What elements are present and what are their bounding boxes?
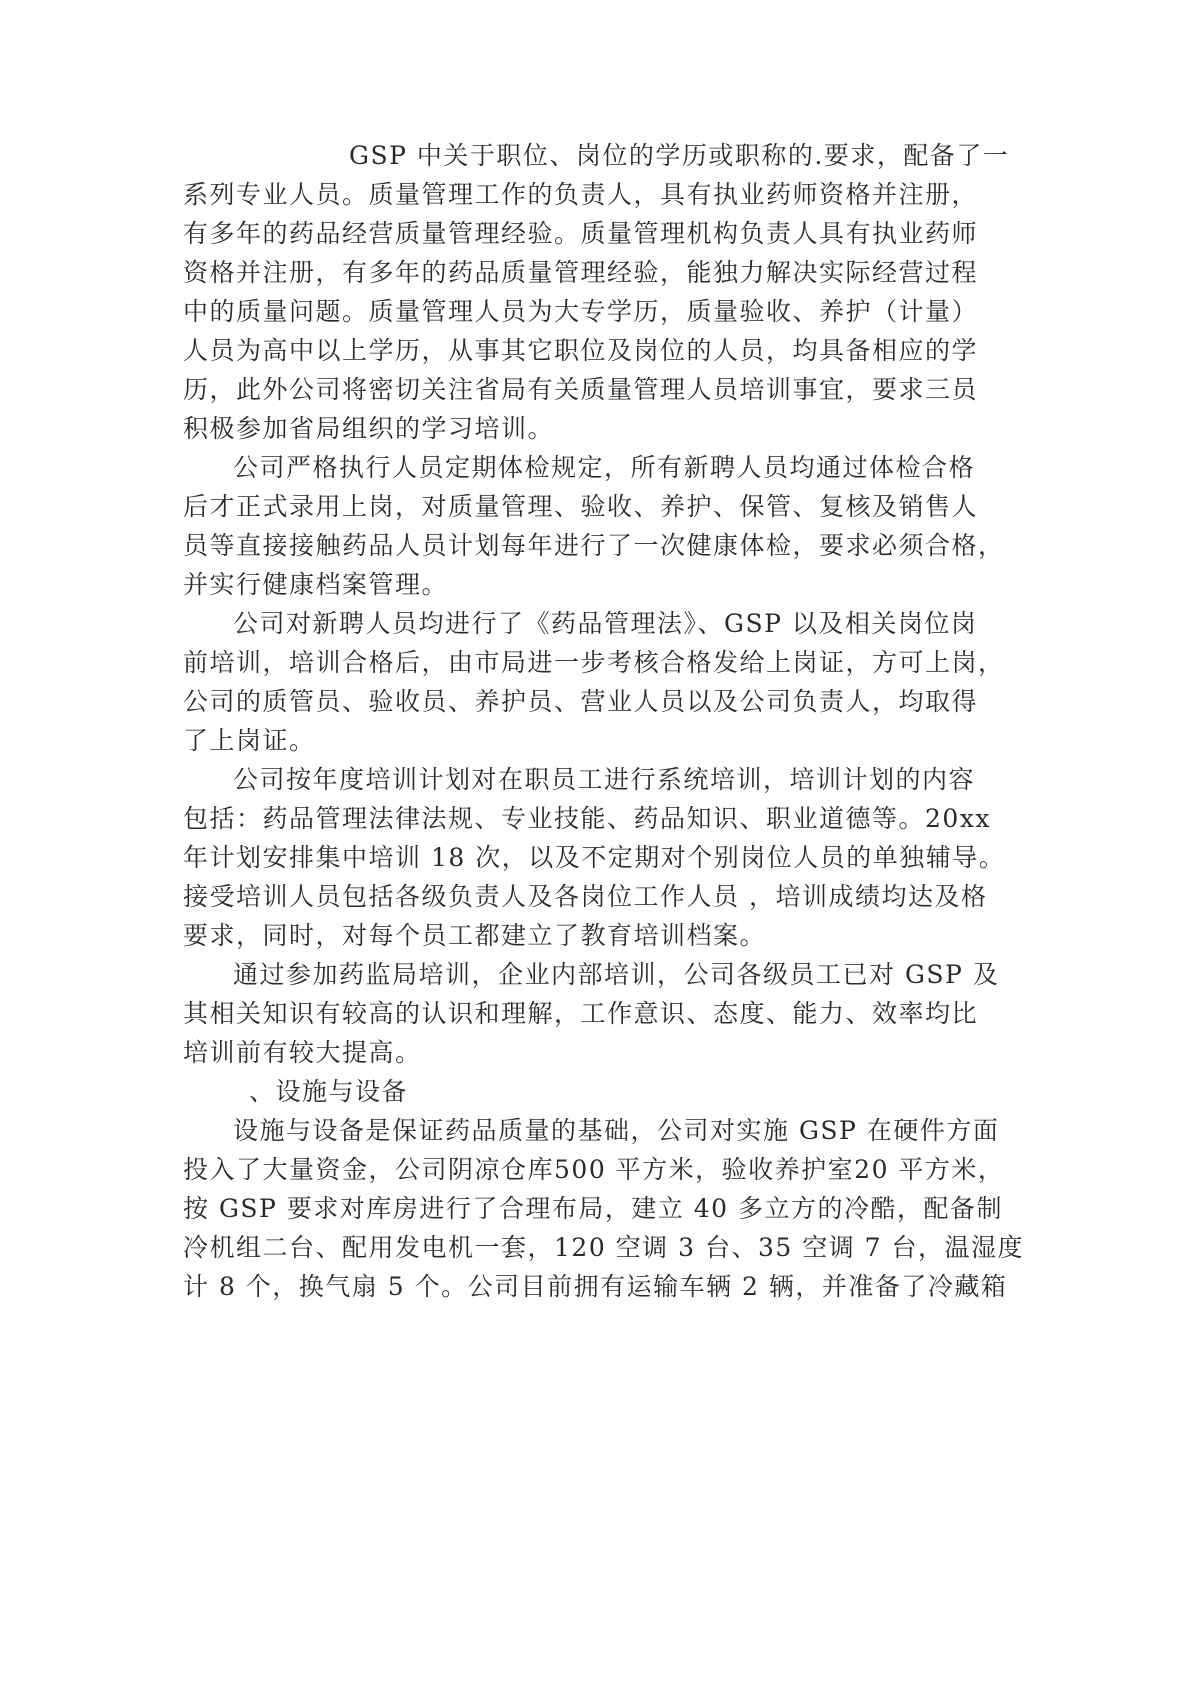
text-line: 要求，同时，对每个员工都建立了教育培训档案。: [183, 921, 767, 950]
text-line: 前培训，培训合格后，由市局进一步考核合格发给上岗证，方可上岗，: [183, 648, 1005, 677]
text-line: 设施与设备是保证药品质量的基础，公司对实施 GSP 在硬件方面: [233, 1116, 1000, 1145]
text-line: 投入了大量资金，公司阴凉仓库500 平方米，验收养护室20 平方米，: [183, 1155, 1005, 1184]
text-line: 年计划安排集中培训 18 次，以及不定期对个别岗位人员的单独辅导。: [183, 843, 1006, 872]
text-line: 员等直接接触药品人员计划每年进行了一次健康体检，要求必须合格，: [183, 531, 1005, 560]
text-line: 公司严格执行人员定期体检规定，所有新聘人员均通过体检合格: [233, 453, 976, 482]
text-line: 公司按年度培训计划对在职员工进行系统培训，培训计划的内容: [233, 765, 976, 794]
text-line: 包括：药品管理法律法规、专业技能、药品知识、职业道德等。20xx: [183, 804, 992, 833]
text-line: 历，此外公司将密切关注省局有关质量管理人员培训事宜，要求三员: [183, 375, 979, 404]
text-line: 培训前有较大提高。: [183, 1038, 422, 1067]
document-body: [183, 136, 1025, 1306]
text-line: 冷机组二台、配用发电机一套，120 空调 3 台、35 空调 7 台，温湿度: [183, 1233, 1025, 1262]
text-line: 积极参加省局组织的学习培训。: [183, 414, 555, 443]
text-line: 了上岗证。: [183, 726, 316, 755]
text-line: 中的质量问题。质量管理人员为大专学历，质量验收、养护（计量）: [183, 297, 979, 326]
text-line: 有多年的药品经营质量管理经验。质量管理机构负责人具有执业药师: [183, 219, 979, 248]
text-line: GSP 中关于职位、岗位的学历或职称的.要求，配备了一: [349, 141, 1010, 170]
text-line: 通过参加药监局培训，企业内部培训，公司各级员工已对 GSP 及: [233, 960, 1000, 989]
text-line: 计 8 个，换气扇 5 个。公司目前拥有运输车辆 2 辆，并准备了冷藏箱: [183, 1272, 1008, 1301]
text-line: 按 GSP 要求对库房进行了合理布局，建立 40 多立方的冷酷，配备制: [183, 1194, 1004, 1223]
text-line: 系列专业人员。质量管理工作的负责人，具有执业药师资格并注册，: [183, 180, 979, 209]
text-line: 公司的质管员、验收员、养护员、营业人员以及公司负责人，均取得: [183, 687, 979, 716]
text-line: 公司对新聘人员均进行了《药品管理法》、GSP 以及相关岗位岗: [233, 609, 978, 638]
text-line: 后才正式录用上岗，对质量管理、验收、养护、保管、复核及销售人: [183, 492, 979, 521]
section-heading: 、设施与设备: [249, 1077, 409, 1106]
text-line: 资格并注册，有多年的药品质量管理经验，能独力解决实际经营过程: [183, 258, 979, 287]
text-line: 并实行健康档案管理。: [183, 570, 449, 599]
text-line: 人员为高中以上学历，从事其它职位及岗位的人员，均具备相应的学: [183, 336, 979, 365]
text-line: 接受培训人员包括各级负责人及各岗位工作人员 ，培训成绩均达及格: [183, 882, 988, 911]
text-line: 其相关知识有较高的认识和理解，工作意识、态度、能力、效率均比: [183, 999, 979, 1028]
